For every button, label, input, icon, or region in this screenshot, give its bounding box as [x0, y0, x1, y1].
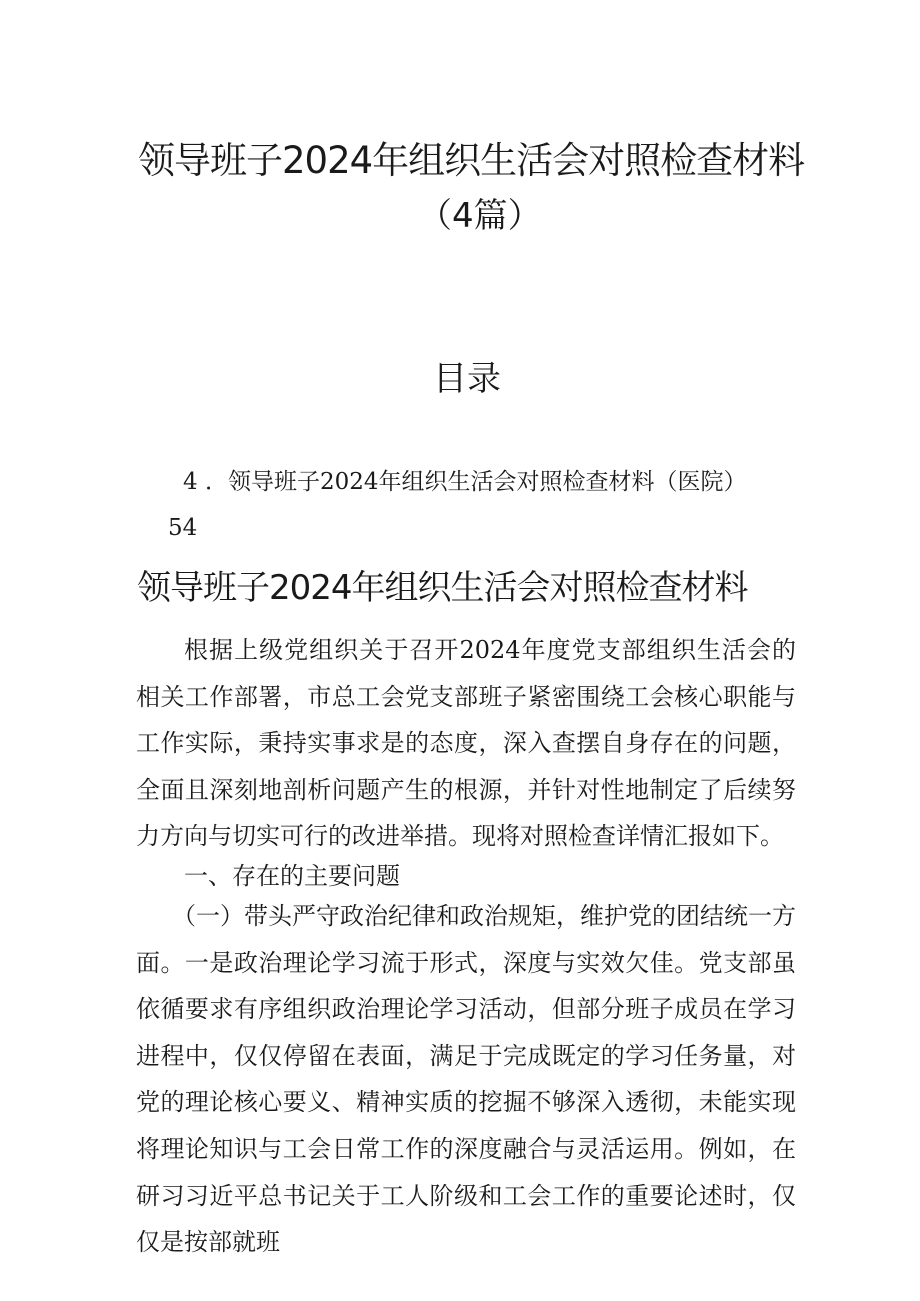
intro-paragraph: 根据上级党组织关于召开2024年度党支部组织生活会的相关工作部署，市总工会党支部班子紧密围绕工会核心职能与工作实际，秉持实事求是的态度，深入查摆自身存在的问题，全面且深刻地剖析问题产生的根源，并针对性地制定了后续努力方向与切实可行的改进举措。现将对照检查详情汇报如下。 — [136, 636, 796, 851]
toc-heading: 目录 — [433, 359, 501, 399]
heading-level-1: 一、存在的主要问题 — [184, 862, 400, 890]
document-subtitle: （4篇） — [418, 196, 542, 236]
toc-entry-page-number: 54 — [168, 515, 198, 541]
section-title: 领导班子2024年组织生活会对照检查材料 — [137, 568, 748, 608]
body-paragraph: （一）带头严守政治纪律和政治规矩，维护党的团结统一方面。一是政治理论学习流于形式，深度与实效欠佳。党支部虽依循要求有序组织政治理论学习活动，但部分班子成员在学习进程中，仅仅停留在表面，满足于完成既定的学习任务量，对党的理论核心要义、精神实质的挖掘不够深入透彻，未能实现将理论知识与工会日常工作的深度融合与灵活运用。例如，在研习习近平总书记关于工人阶级和工会工作的重要论述时，仅仅是按部就班 — [136, 902, 796, 1257]
toc-entry[interactable]: 4 ．领导班子2024年组织生活会对照检查材料（医院） — [183, 469, 747, 495]
document-title: 领导班子2024年组织生活会对照检查材料 — [138, 139, 805, 182]
